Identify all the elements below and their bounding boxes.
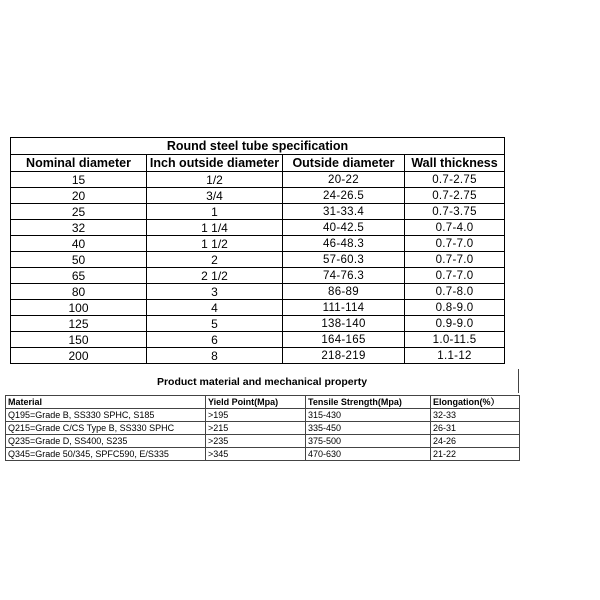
spec-table xyxy=(10,137,505,364)
spec-title-row xyxy=(11,138,505,155)
spec-cell: 100 xyxy=(11,300,147,316)
spec-row xyxy=(11,316,505,332)
property-cell: >345 xyxy=(206,448,306,461)
spec-cell: 0.7-8.0 xyxy=(405,284,505,300)
spec-cell: 57-60.3 xyxy=(283,252,405,268)
spec-row xyxy=(11,236,505,252)
spec-header-row xyxy=(11,155,505,172)
spec-cell: 1 xyxy=(147,204,283,220)
spec-cell: 218-219 xyxy=(283,348,405,364)
property-cell: 26-31 xyxy=(431,422,520,435)
spec-row xyxy=(11,300,505,316)
spec-cell: 46-48.3 xyxy=(283,236,405,252)
property-header-cell: Material xyxy=(6,396,206,409)
property-table xyxy=(5,395,520,461)
spec-cell: 1 1/4 xyxy=(147,220,283,236)
property-cell: >215 xyxy=(206,422,306,435)
spec-row xyxy=(11,188,505,204)
spec-cell: 24-26.5 xyxy=(283,188,405,204)
property-cell: 470-630 xyxy=(306,448,431,461)
property-header-cell: Yield Point(Mpa) xyxy=(206,396,306,409)
spec-cell: 80 xyxy=(11,284,147,300)
property-header-row xyxy=(6,396,520,409)
spec-header-cell: Outside diameter xyxy=(283,155,405,172)
spec-title: Round steel tube specification xyxy=(11,138,505,155)
spec-header-cell: Wall thickness xyxy=(405,155,505,172)
spec-cell: 138-140 xyxy=(283,316,405,332)
property-section xyxy=(5,369,519,459)
spec-cell: 111-114 xyxy=(283,300,405,316)
spec-row xyxy=(11,332,505,348)
spec-cell: 0.9-9.0 xyxy=(405,316,505,332)
spec-cell: 50 xyxy=(11,252,147,268)
spec-cell: 2 1/2 xyxy=(147,268,283,284)
property-cell: 32-33 xyxy=(431,409,520,422)
spec-row xyxy=(11,172,505,188)
spec-cell: 150 xyxy=(11,332,147,348)
spec-cell: 0.7-4.0 xyxy=(405,220,505,236)
property-cell: 21-22 xyxy=(431,448,520,461)
property-cell: Q345=Grade 50/345, SPFC590, E/S335 xyxy=(6,448,206,461)
spec-cell: 65 xyxy=(11,268,147,284)
spec-cell: 0.7-7.0 xyxy=(405,236,505,252)
property-cell: 24-26 xyxy=(431,435,520,448)
spec-cell: 74-76.3 xyxy=(283,268,405,284)
property-cell: >195 xyxy=(206,409,306,422)
property-cell: Q215=Grade C/CS Type B, SS330 SPHC xyxy=(6,422,206,435)
spec-cell: 1.1-12 xyxy=(405,348,505,364)
property-cell: 375-500 xyxy=(306,435,431,448)
spec-cell: 164-165 xyxy=(283,332,405,348)
spec-cell: 3/4 xyxy=(147,188,283,204)
property-header-cell: Tensile Strength(Mpa) xyxy=(306,396,431,409)
property-row xyxy=(6,435,520,448)
spec-row xyxy=(11,284,505,300)
spec-cell: 2 xyxy=(147,252,283,268)
property-cell: Q235=Grade D, SS400, S235 xyxy=(6,435,206,448)
spec-cell: 31-33.4 xyxy=(283,204,405,220)
spec-cell: 1/2 xyxy=(147,172,283,188)
spec-row xyxy=(11,348,505,364)
spec-cell: 32 xyxy=(11,220,147,236)
property-row xyxy=(6,422,520,435)
spec-cell: 0.7-7.0 xyxy=(405,252,505,268)
property-cell: >235 xyxy=(206,435,306,448)
spec-cell: 3 xyxy=(147,284,283,300)
property-title: Product material and mechanical property xyxy=(156,376,368,388)
spec-cell: 200 xyxy=(11,348,147,364)
spec-cell: 15 xyxy=(11,172,147,188)
spec-cell: 0.7-3.75 xyxy=(405,204,505,220)
property-header-cell: Elongation(%） xyxy=(431,396,520,409)
spec-cell: 40 xyxy=(11,236,147,252)
spec-cell: 4 xyxy=(147,300,283,316)
spec-row xyxy=(11,252,505,268)
spec-cell: 0.7-2.75 xyxy=(405,172,505,188)
property-row xyxy=(6,409,520,422)
spec-row xyxy=(11,220,505,236)
spec-cell: 0.8-9.0 xyxy=(405,300,505,316)
spec-cell: 6 xyxy=(147,332,283,348)
spec-cell: 1.0-11.5 xyxy=(405,332,505,348)
spec-cell: 8 xyxy=(147,348,283,364)
spec-cell: 0.7-7.0 xyxy=(405,268,505,284)
spec-row xyxy=(11,204,505,220)
spec-cell: 1 1/2 xyxy=(147,236,283,252)
property-row xyxy=(6,448,520,461)
spec-cell: 40-42.5 xyxy=(283,220,405,236)
spec-cell: 125 xyxy=(11,316,147,332)
property-cell: 335-450 xyxy=(306,422,431,435)
spec-cell: 20 xyxy=(11,188,147,204)
property-cell: Q195=Grade B, SS330 SPHC, S185 xyxy=(6,409,206,422)
spec-cell: 5 xyxy=(147,316,283,332)
spec-row xyxy=(11,268,505,284)
spec-header-cell: Inch outside diameter xyxy=(147,155,283,172)
spec-cell: 25 xyxy=(11,204,147,220)
spec-cell: 20-22 xyxy=(283,172,405,188)
property-cell: 315-430 xyxy=(306,409,431,422)
spec-cell: 86-89 xyxy=(283,284,405,300)
spec-header-cell: Nominal diameter xyxy=(11,155,147,172)
spec-cell: 0.7-2.75 xyxy=(405,188,505,204)
